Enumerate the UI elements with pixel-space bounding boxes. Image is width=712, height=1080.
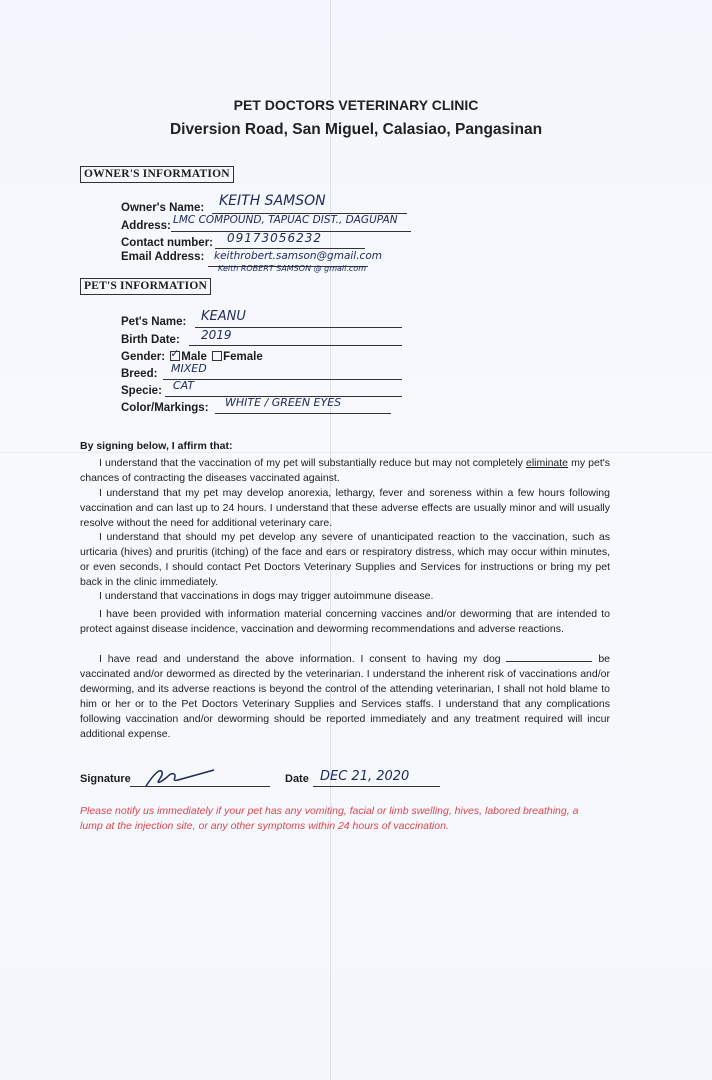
owner-name-row: [121, 193, 411, 214]
pet-name-value[interactable]: KEANU: [201, 309, 246, 324]
vaccination-notice: Please notify us immediately if your pet has any vomiting, facial or limb swelling, hives, labored breathing, a lump at the injection site, or any other symptoms within 24 hours of vaccination.: [80, 805, 579, 832]
pet-birth-value[interactable]: 2019: [201, 328, 232, 342]
owner-email-label: Email Address:: [121, 251, 205, 263]
consent-p6-text-b: be vaccinated and/or dewormed as directed by the veterinarian. I understand the inherent risk of vaccinations and/or deworming, and its adverse reactions is beyond the control of the attending veterinarian, I shall not hold blame to him or her or to the Pet Doctors Veterinary Supplies and Services staffs. I understand that any complications following vaccination and/or deworming should be reported immediately and any treatment required will incur additional expense.: [80, 653, 611, 740]
signature-scrawl[interactable]: [140, 764, 220, 790]
affirm-heading: By signing below, I affirm that:: [80, 440, 233, 452]
pet-breed-value[interactable]: MIXED: [171, 362, 207, 375]
pet-name-row: [121, 309, 406, 328]
signature-label: Signature: [80, 773, 131, 785]
pet-species-row: [121, 381, 406, 397]
pet-color-line: [215, 413, 391, 414]
gender-female-checkbox[interactable]: [212, 351, 222, 361]
date-value[interactable]: DEC 21, 2020: [320, 769, 410, 784]
pet-color-label: Color/Markings:: [121, 402, 209, 414]
owner-address-value[interactable]: LMC COMPOUND, TAPUAC DIST., DAGUPAN: [173, 214, 398, 226]
owner-address-label: Address:: [121, 220, 171, 232]
clinic-address: Diversion Road, San Miguel, Calasiao, Pangasinan: [169, 121, 543, 138]
dog-name-blank[interactable]: [506, 652, 592, 662]
pet-section-title: PET'S INFORMATION: [80, 278, 211, 295]
consent-paragraph-5: I have been provided with information material concerning vaccines and/or deworming that are intended to protect against disease incidence, vaccination and deworming recommendations and adverse reactions.: [80, 608, 610, 635]
owner-contact-value[interactable]: 09173056232: [227, 231, 322, 245]
consent-paragraph-4: I understand that vaccinations in dogs may trigger autoimmune disease.: [99, 590, 434, 602]
consent-paragraph-3: I understand that should my pet develop any severe of unanticipated reaction to the vaccination, such as urticaria (hives) and pruritis (itching) of the face and ears or respiratory distress, which may occur within minutes, or even seconds, I should contact Pet Doctors Veterinary Supplies and Services for instructions or bring my pet back in the clinic immediately.: [80, 531, 610, 588]
consent-p1-text-b: my pet's chances of contracting the diseases vaccinated against.: [80, 457, 610, 484]
gender-male-label: Male: [181, 351, 207, 363]
date-label: Date: [285, 773, 309, 785]
owner-contact-row: [121, 233, 421, 249]
paper-fold-line-horizontal: [0, 452, 712, 453]
gender-male-checkbox[interactable]: [170, 351, 180, 361]
pet-birth-line: [189, 345, 402, 346]
pet-species-label: Specie:: [121, 385, 162, 397]
owner-name-value[interactable]: KEITH SAMSON: [219, 193, 326, 209]
consent-paragraph-2: I understand that my pet may develop anorexia, lethargy, fever and soreness within a few hours following vaccination and can last up to 24 hours. I understand that these adverse effects are usually minor and will usually resolve without the need for additional veterinary care.: [80, 487, 610, 529]
consent-p6-text-a: I have read and understand the above information. I consent to having my dog: [99, 653, 501, 665]
pet-breed-line: [163, 379, 402, 380]
owner-email-value-rewrite: Keith ROBERT SAMSON @ gmail.com: [218, 264, 366, 273]
owner-contact-line: [215, 248, 365, 249]
date-line: [313, 786, 440, 787]
pet-breed-row: [121, 364, 406, 380]
owner-contact-label: Contact number:: [121, 237, 213, 249]
owner-email-value[interactable]: keithrobert.samson@gmail.com: [214, 250, 382, 262]
pet-name-label: Pet's Name:: [121, 316, 187, 328]
pet-color-value[interactable]: WHITE / GREEN EYES: [225, 396, 342, 409]
consent-p1-underlined: eliminate: [526, 457, 569, 469]
owner-name-label: Owner's Name:: [121, 202, 205, 214]
pet-gender-row: [121, 347, 321, 363]
pet-color-row: [121, 398, 406, 414]
consent-paragraph-1: [80, 456, 610, 486]
gender-female-label: Female: [223, 351, 263, 363]
owner-email-row: [121, 251, 451, 281]
pet-species-value[interactable]: CAT: [173, 379, 195, 392]
owner-address-row: [121, 216, 441, 232]
clinic-name: PET DOCTORS VETERINARY CLINIC: [233, 97, 479, 113]
consent-paragraph-6: [80, 652, 610, 742]
pet-gender-label: Gender:: [121, 351, 166, 363]
pet-birth-row: [121, 330, 406, 346]
pet-birth-label: Birth Date:: [121, 334, 180, 346]
owner-section-title: OWNER'S INFORMATION: [80, 166, 234, 183]
consent-p1-text-a: I understand that the vaccination of my pet will substantially reduce but may not completely: [99, 457, 526, 469]
pet-breed-label: Breed:: [121, 368, 158, 380]
